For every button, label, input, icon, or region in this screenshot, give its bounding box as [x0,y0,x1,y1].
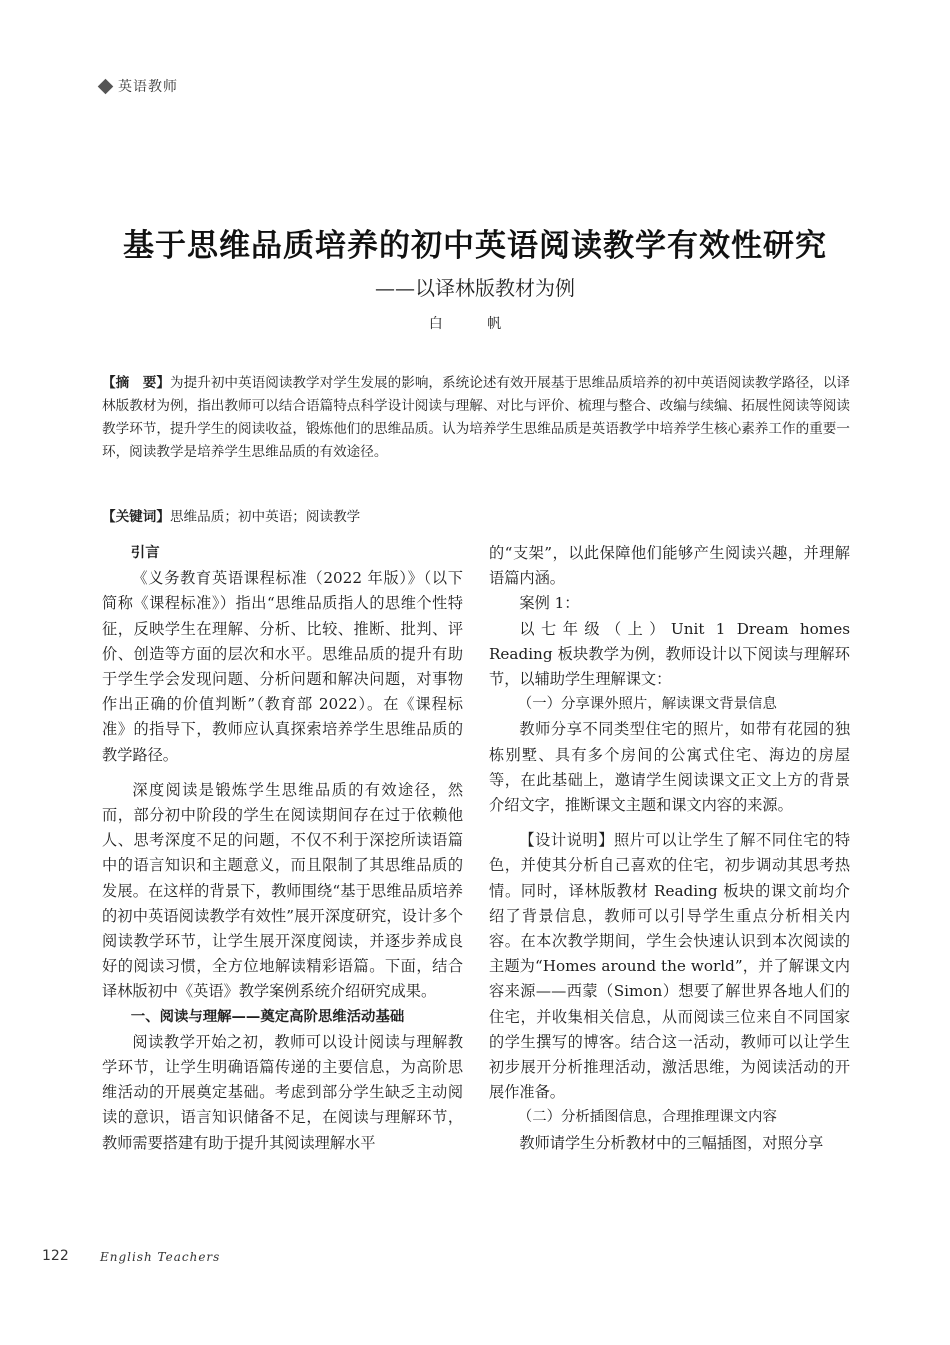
section-tag-label: 英语教师 [118,79,178,95]
right-column [489,541,850,1156]
paragraph: 的“支架”，以此保障他们能够产生阅读兴趣，并理解语篇内涵。 [489,544,850,588]
subsection-heading: （二）分析插图信息，合理推理课文内容 [517,1109,777,1126]
paragraph: 阅读教学开始之初，教师可以设计阅读与理解教学环节，让学生明确语篇传递的主要信息，为高阶思维活动的开展奠定基础。考虑到部分学生缺乏主动阅读的意识，语言知识储备不足，在阅读与理解环节，教师需要搭建有助于提升其阅读理解水平 [102,1032,463,1152]
abstract [102,372,850,464]
keywords-label: 【关键词】 [102,509,170,525]
paragraph: 教师请学生分析教材中的三幅插图，对照分享 [519,1133,824,1152]
case-label: 案例 1： [519,594,580,613]
subsection-heading: （一）分享课外照片，解读课文背景信息 [517,696,777,713]
journal-name: English Teachers [100,1250,221,1264]
keywords [102,505,850,525]
paragraph: 以七年级（上）Unit 1 Dream homes Reading 板块教学为例，教师设计以下阅读与理解环节，以辅助学生理解课文： [489,619,850,689]
paragraph: 深度阅读是锻炼学生思维品质的有效途径，然而，部分初中阶段的学生在阅读期间存在过于依赖他人、思考深度不足的问题，不仅不利于深挖所读语篇中的语言知识和主题意义，而且限制了其思维品质的发展。在这样的背景下，教师围绕“基于思维品质培养的初中英语阅读教学有效性”展开深度研究，设计多个阅读教学环节，让学生展开深度阅读，并逐步养成良好的阅读习惯，全方位地解读精彩语篇。下面，结合译林版初中《英语》教学案例系统介绍研究成果。 [102,780,463,1001]
author-name: 白 帆 [428,316,522,332]
keywords-text: 思维品质；初中英语；阅读教学 [169,509,361,525]
diamond-icon [98,78,114,94]
section-tag [100,76,178,96]
design-note: 【设计说明】照片可以让学生了解不同住宅的特色，并使其分析自己喜欢的住宅，初步调动其思考热情。同时，译林版教材 Reading 板块的课文前均介绍了背景信息，教师可以引导学生重点分析相关内容。在本次教学期间，学生会快速认识到本次阅读的主题为“Homes around the world”，并了解课文内容来源——西蒙（Simon）想要了解世界各地人们的住宅，并收集相关信息，从而阅读三位来自不同国家的学生撰写的博客。结合这一活动，教师可以让学生初步展开分析推理活动，激活思维，为阅读活动的开展作准备。 [489,831,850,1102]
abstract-label: 【摘 要】 [102,375,171,391]
article-subtitle: ——以译林版教材为例 [375,276,575,300]
abstract-text: 为提升初中英语阅读教学对学生发展的影响，系统论述有效开展基于思维品质培养的初中英语阅读教学路径，以译林版教材为例，指出教师可以结合语篇特点科学设计阅读与理解、对比与评价、梳理与整合、改编与续编、拓展性阅读等阅读教学环节，提升学生的阅读收益，锻炼他们的思维品质。认为培养学生思维品质是英语教学中培养学生核心素养工作的重要一环，阅读教学是培养学生思维品质的有效途径。 [102,375,851,460]
article-title: 基于思维品质培养的初中英语阅读教学有效性研究 [123,228,827,264]
section-heading: 一、阅读与理解——奠定高阶思维活动基础 [130,1008,405,1025]
paragraph: 《义务教育英语课程标准（2022 年版）》（以下简称《课程标准》）指出“思维品质指人的思维个性特征，反映学生在理解、分析、比较、推断、批判、评价、创造等方面的层次和水平。思维品质的提升有助于学生学会发现问题、分析问题和解决问题，对事物作出正确的价值判断”（教育部 2022）。在《课程标准》的指导下，教师应认真探索培养学生思维品质的教学路径。 [102,569,463,764]
page-number: 122 [42,1248,69,1264]
intro-heading: 引言 [130,545,160,561]
left-column [102,541,463,1156]
paragraph: 教师分享不同类型住宅的照片，如带有花园的独栋别墅、具有多个房间的公寓式住宅、海边的房屋等，在此基础上，邀请学生阅读课文正文上方的背景介绍文字，推断课文主题和课文内容的来源。 [489,720,850,815]
